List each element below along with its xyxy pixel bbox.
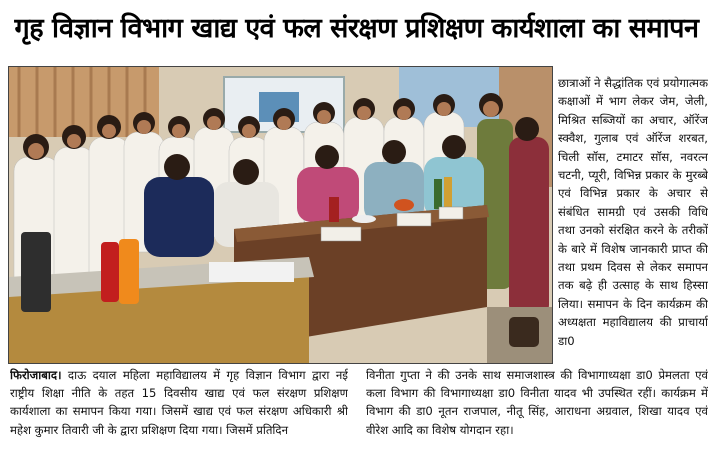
headline: गृह विज्ञान विभाग खाद्य एवं फल संरक्षण प्रशिक्षण कार्यशाला का समापन [14, 13, 699, 44]
article-bottom [10, 366, 708, 454]
article-column-1 [10, 366, 348, 454]
news-photo [8, 66, 553, 364]
article-column-1-text: दाऊ दयाल महिला महाविद्यालय में गृह विज्ञान विभाग द्वारा नई राष्ट्रीय शिक्षा नीति के तहत 15 दिवसीय खाद्य एवं फल संरक्षण प्रशिक्षण कार्यशाला का समापन किया गया। जिसमें खाद्य एवं फल संरक्षण अधिकारी श्री महेश कुमार तिवारी जी के द्वारा प्रशिक्षण दिया गया। जिसमें प्रतिदिन [10, 368, 348, 437]
article-side-column: छात्राओं ने सैद्धांतिक एवं प्रयोगात्मक कक्षाओं में भाग लेकर जेम, जेली, मिश्रित सब्जियों का अचार, ऑरेंज स्क्वैश, गुलाब एवं ऑरेंज शरबत, चिली सॉस, टमाटर सॉस, नवरत्न चटनी, प्यूरी, विभिन्न प्रकार के मुरब्बे एवं विभिन्न प्रकार के अचार से संबंधित सामग्री एवं उसकी विधि तथा उनको संरक्षित करने के तरीकों के बारे में विशेष जानकारी प्राप्त की तथा प्रथम दिवस से लेकर समापन तक बढ़े ही उत्साह के साथ हिस्सा लिया। समापन के दिन कार्यक्रम की अध्यक्षता महाविद्यालय की प्राचार्या डा0 [558, 76, 708, 348]
dateline: फिरोजाबाद। [10, 368, 62, 382]
article-column-2: विनीता गुप्ता ने की उनके साथ समाजशास्त्र की विभागाध्यक्षा डा0 प्रेमलता एवं कला विभाग की विभागाध्यक्षा डा0 विनीता यादव भी उपस्थित रहीं। कार्यक्रम में विभाग की डा0 नूतन राजपाल, नीतू सिंह, आराधना अग्रवाल, शिखा यादव एवं वीरेश आदि का विशेष योगदान रहा। [366, 368, 708, 437]
